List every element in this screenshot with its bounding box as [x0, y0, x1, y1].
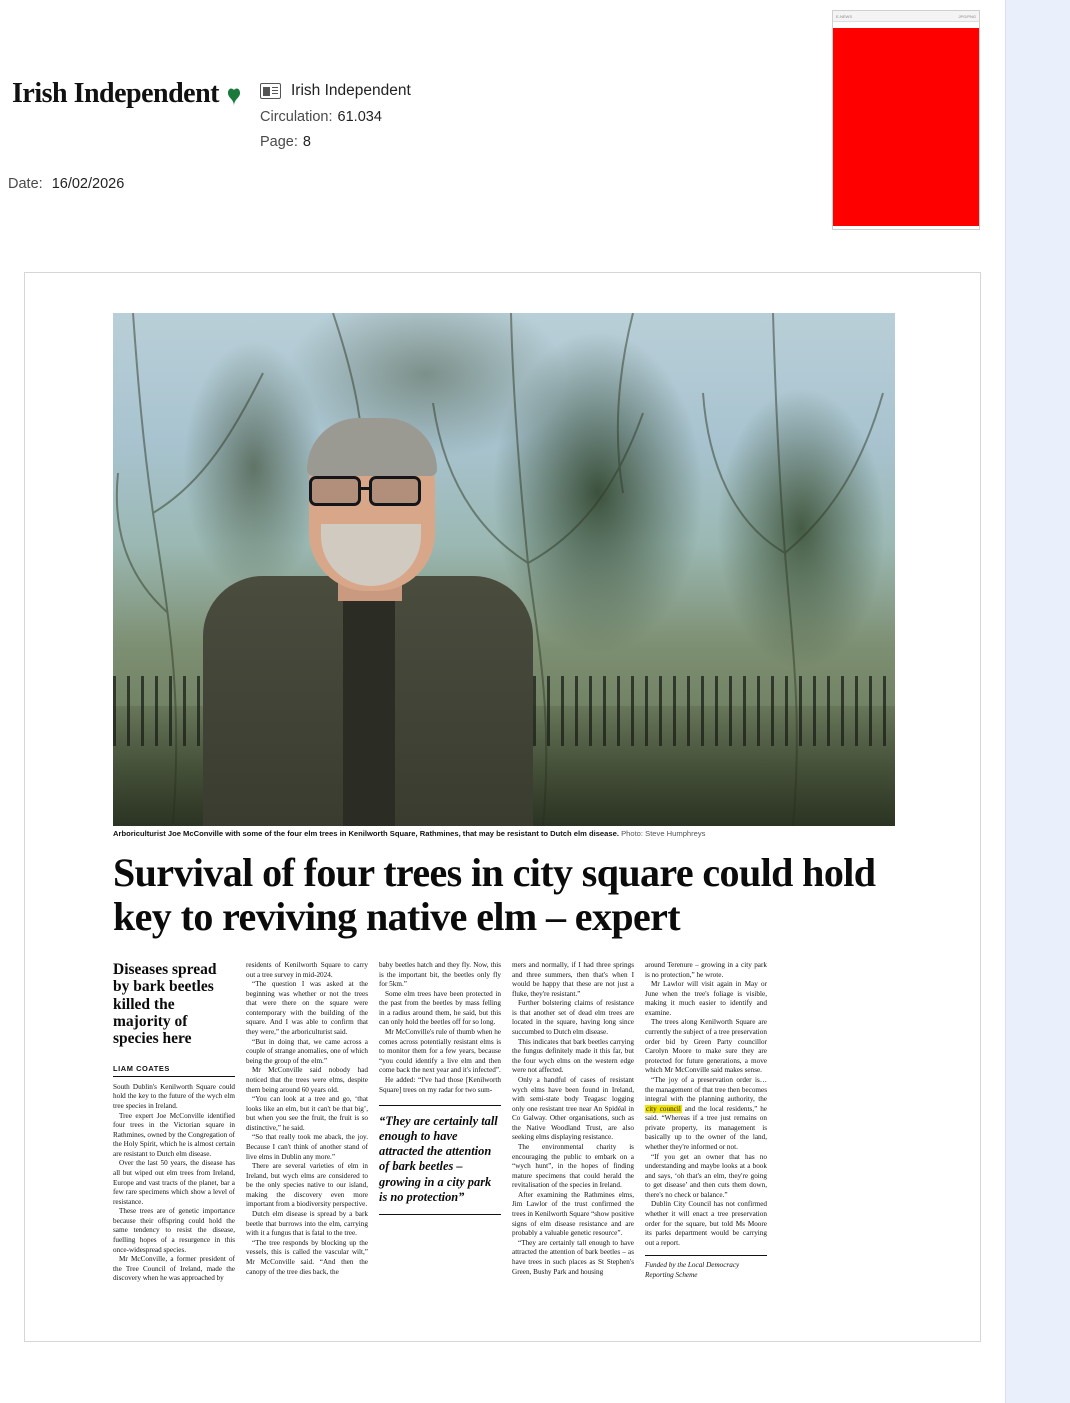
- shamrock-icon: [225, 83, 243, 105]
- snippet-right-label: JPG/PNG: [958, 13, 976, 19]
- paragraph: Only a handful of cases of resistant wych elms have been found in Ireland, with semi-state body Teagasc logging only one resistant tree near An Spidéal in Co Galway. Other organisations, such as the Native Woodland Trust, are also seeking elms displaying resistance.: [512, 1075, 634, 1142]
- paragraph: The trees along Kenilworth Square are currently the subject of a tree preservation order bid by Green Party councillor Carolyn Moore to make sure they are protected for future generations, a move which Mr McConville said makes sense.: [645, 1018, 767, 1075]
- circulation-row: [260, 109, 411, 125]
- paragraph: The environmental charity is encouraging the public to embark on a “wych hunt”, in the hopes of finding mature specimens that could herald the revitalisation of the species in Ireland.: [512, 1142, 634, 1190]
- page-value: 8: [302, 134, 311, 150]
- paragraph: Tree expert Joe McConville identified four trees in the Victorian square in Rathmines, owned by the Congregation of the Holy Spirit, which he is almost certain are resistant to Dutch elm disease.: [113, 1111, 235, 1158]
- photo-hair: [307, 418, 437, 476]
- article-headline: Survival of four trees in city square could hold key to reviving native elm – expert: [113, 850, 876, 939]
- circulation-value: 61.034: [337, 109, 382, 125]
- article-clipping: [24, 272, 981, 1342]
- article-column-2: [246, 961, 368, 1301]
- right-side-panel: [1005, 0, 1070, 1403]
- glasses-left-lens: [309, 476, 361, 506]
- masthead-logo: [12, 78, 243, 110]
- publication-name: Irish Independent: [291, 82, 411, 99]
- paragraph: Some elm trees have been protected in the past from the beetles by mass felling in a radius around them, he said, but this can only hold the beetles off for so long.: [379, 989, 501, 1027]
- masthead-text: Irish Independent: [12, 78, 220, 109]
- paragraph: “You can look at a tree and go, ‘that looks like an elm, but it can't be that big’, but when you see the fruit, the fruit is so distinctive,” he said.: [246, 1095, 368, 1132]
- paragraph: Mr McConville said nobody had noticed that the trees were elms, despite them being around 60 years old.: [246, 1066, 368, 1094]
- paragraph: “So that really took me aback, the joy. Because I can't think of another stand of live elms in Dublin any more.”: [246, 1133, 368, 1161]
- publication-meta: [260, 82, 411, 159]
- article-kicker: Diseases spread by bark beetles killed the majority of species here: [113, 961, 217, 1048]
- date-row: [8, 176, 124, 192]
- circulation-label: Circulation:: [260, 109, 333, 125]
- paragraph: “The tree responds by blocking up the vessels, this is called the vascular wilt,” Mr McConville said. “And then the canopy of the tree dies back, the: [246, 1238, 368, 1276]
- paragraph-text: “The joy of a preservation order is… the management of that tree then becomes integral with the planning authority, the city council and the local residents,” he said. “Whereas if a tree just remains on private property, its management is basically up to the owner of the land, whether they're informed or not.: [645, 1075, 767, 1151]
- paragraph: “The question I was asked at the beginning was whether or not the trees that were there on the square were contemporary with the building of the square. And I was able to confirm that they were,” the arboriculturist said.: [246, 980, 368, 1037]
- article-column-3: [379, 961, 501, 1301]
- paragraph-with-highlight: [645, 1076, 767, 1153]
- date-value: 16/02/2026: [51, 176, 125, 192]
- highlighted-term: city council: [646, 1104, 681, 1113]
- paragraph: Mr McConville's rule of thumb when he comes across potentially resistant elms is to monitor them for a few years, because “you could identify a live elm and then come back the next year and it's infected”.: [379, 1028, 501, 1075]
- paragraph: South Dublin's Kenilworth Square could hold the key to the future of the wych elm tree species in Ireland.: [113, 1082, 235, 1110]
- paragraph: baby beetles hatch and they fly. Now, this is the important bit, the beetles only fly for 5km.”: [379, 961, 501, 989]
- article-body: [113, 961, 903, 1301]
- article-photo: [113, 313, 895, 826]
- publication-row: [260, 82, 411, 100]
- paragraph: Mr Lawlor will visit again in May or June when the tree's foliage is visible, making it much easier to identify and examine.: [645, 980, 767, 1017]
- paragraph: This indicates that bark beetles carrying the fungus definitely made it this far, but the four wych elms on the western edge were not affected.: [512, 1037, 634, 1075]
- snippet-red-area: [833, 28, 979, 226]
- caption-credit: Photo: Steve Humphreys: [621, 829, 706, 838]
- paragraph: “But in doing that, we came across a couple of strange anomalies, one of which being the group of the elm.”: [246, 1037, 368, 1065]
- photo-coat: [203, 576, 533, 826]
- paragraph: Further bolstering claims of resistance is that another set of dead elm trees are located in the square, having long since succumbed to Dutch elm disease.: [512, 999, 634, 1037]
- paragraph: “They are certainly tall enough to have attracted the attention of bark beetles – as have trees in such places as St Stephen's Green, Bushy Park and housing: [512, 1238, 634, 1276]
- caption-text: Arboriculturist Joe McConville with some of the four elm trees in Kenilworth Square, Rathmines, that may be resistant to Dutch elm disease.: [113, 829, 619, 838]
- glasses-bridge: [361, 487, 371, 490]
- date-label: Date:: [8, 176, 43, 192]
- paragraph: Over the last 50 years, the disease has all but wiped out elm trees from Ireland, Europe and vast tracts of the planet, bar a few rare specimens which show a level of resistance.: [113, 1159, 235, 1206]
- article-footnote: Funded by the Local Democracy Reporting Scheme: [645, 1255, 767, 1280]
- paragraph: These trees are of genetic importance because their offspring could hold the same tendency to resist the disease, fuelling hopes of a resurgence in this once-widespread species.: [113, 1207, 235, 1254]
- article-byline: LIAM COATES: [113, 1064, 235, 1077]
- article-column-4: [512, 961, 634, 1301]
- paragraph: Mr McConville, a former president of the Tree Council of Ireland, made the discovery when he was approached by: [113, 1255, 235, 1283]
- photo-subject-person: [203, 396, 533, 826]
- paragraph: After examining the Rathmines elms, Jim Lawlor of the trust confirmed the trees in Kenilworth Square “show positive signs of elm disease resistance and are probably a valuable genetic resource”.: [512, 1190, 634, 1238]
- paragraph: He added: “I've had those [Kenilworth Square] trees on my radar for two sum-: [379, 1075, 501, 1094]
- page-row: [260, 134, 411, 150]
- article-pullquote: “They are certainly tall enough to have attracted the attention of bark beetles – growing in a city park is no protection”: [379, 1105, 501, 1215]
- photo-caption: [113, 829, 895, 839]
- paragraph: Dutch elm disease is spread by a bark beetle that burrows into the elm, carrying with it a fungus that is fatal to the tree.: [246, 1210, 368, 1238]
- newspaper-icon: [260, 83, 281, 99]
- glasses-right-lens: [369, 476, 421, 506]
- article-column-1: [113, 961, 235, 1301]
- snippet-titlebar: [833, 11, 979, 22]
- paragraph: Dublin City Council has not confirmed whether it will enact a tree preservation order for the square, but told Ms Moore its parks department would be carrying out a report.: [645, 1200, 767, 1247]
- paragraph: “If you get an owner that has no understanding and maybe looks at a book and says, ‘oh that's an elm, they're going to get disease’ and then cuts them down, there's no check or balance.”: [645, 1152, 767, 1199]
- paragraph: around Terenure – growing in a city park is no protection,” he wrote.: [645, 961, 767, 979]
- snippet-left-label: E-NEWS: [836, 13, 852, 19]
- photo-glasses: [307, 476, 437, 508]
- paragraph: mers and normally, if I had three springs and three summers, then that's when I would be happy that these are not just a fluke, they're resistant.”: [512, 961, 634, 998]
- paragraph: There are several varieties of elm in Ireland, but wych elms are considered to be the only species native to our island, making the discovery even more important from a biodiversity perspective.: [246, 1162, 368, 1209]
- paragraph: residents of Kenilworth Square to carry out a tree survey in mid-2024.: [246, 961, 368, 979]
- snippet-thumbnail[interactable]: [832, 10, 980, 230]
- page-label: Page:: [260, 134, 298, 150]
- article-column-5: [645, 961, 767, 1301]
